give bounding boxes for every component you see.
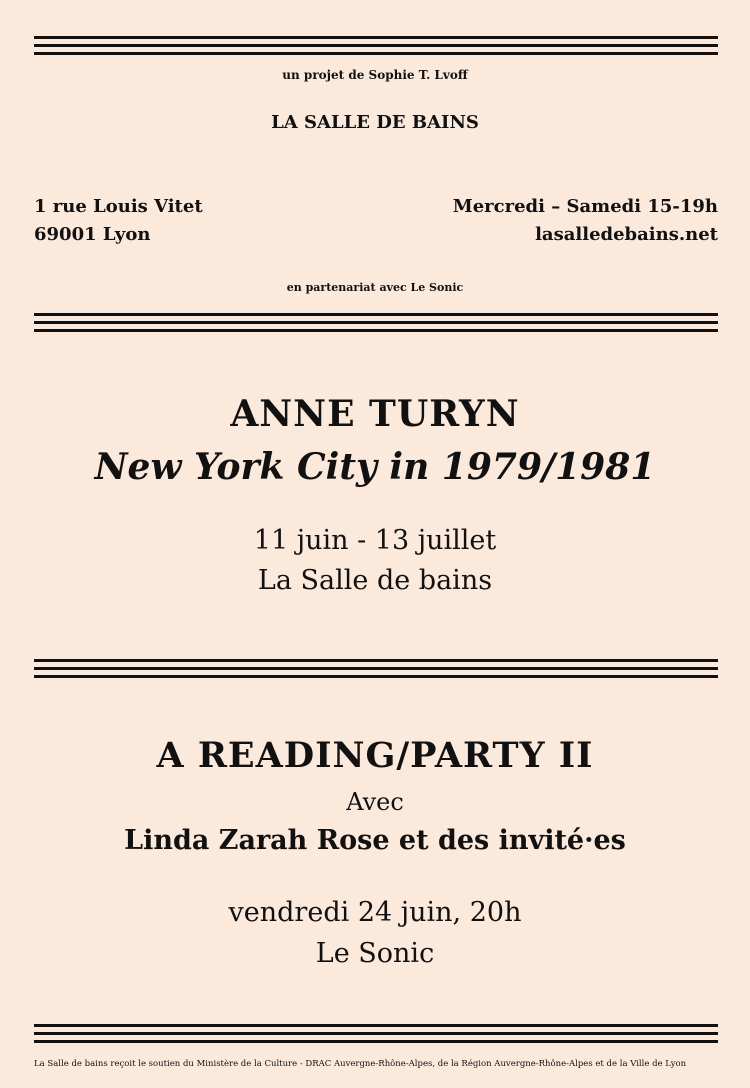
address-city: 69001 Lyon	[34, 224, 151, 245]
event-guests: Linda Zarah Rose et des invité·es	[124, 825, 626, 856]
event-date: vendredi 24 juin, 20h	[228, 897, 522, 928]
opening-hours: Mercredi – Samedi 15-19h	[452, 196, 718, 217]
project-credit: un projet de Sophie T. Lvoff	[282, 68, 468, 82]
exhibition-dates: 11 juin - 13 juillet	[253, 525, 497, 556]
event-location: Le Sonic	[315, 938, 435, 969]
venue-name: LA SALLE DE BAINS	[271, 112, 479, 133]
section-divider-2	[34, 659, 718, 678]
bottom-divider	[34, 1024, 718, 1043]
address-street: 1 rue Louis Vitet	[34, 196, 203, 217]
section-divider-1	[34, 313, 718, 332]
exhibition-location: La Salle de bains	[257, 565, 493, 596]
event-with: Avec	[346, 788, 404, 816]
event-title: A READING/PARTY II	[156, 735, 594, 776]
partnership-note: en partenariat avec Le Sonic	[286, 281, 464, 294]
exhibition-title: New York City in 1979/1981	[94, 446, 656, 488]
top-divider	[34, 36, 718, 55]
support-note: La Salle de bains reçoit le soutien du Ministère de la Culture - DRAC Auvergne-Rhône-Alpes, de la Région Auvergne-Rhône-Alpes et de la Ville de Lyon	[34, 1059, 687, 1069]
website-link[interactable]: lasalledebains.net	[535, 224, 718, 245]
artist-name: ANNE TURYN	[230, 393, 520, 435]
